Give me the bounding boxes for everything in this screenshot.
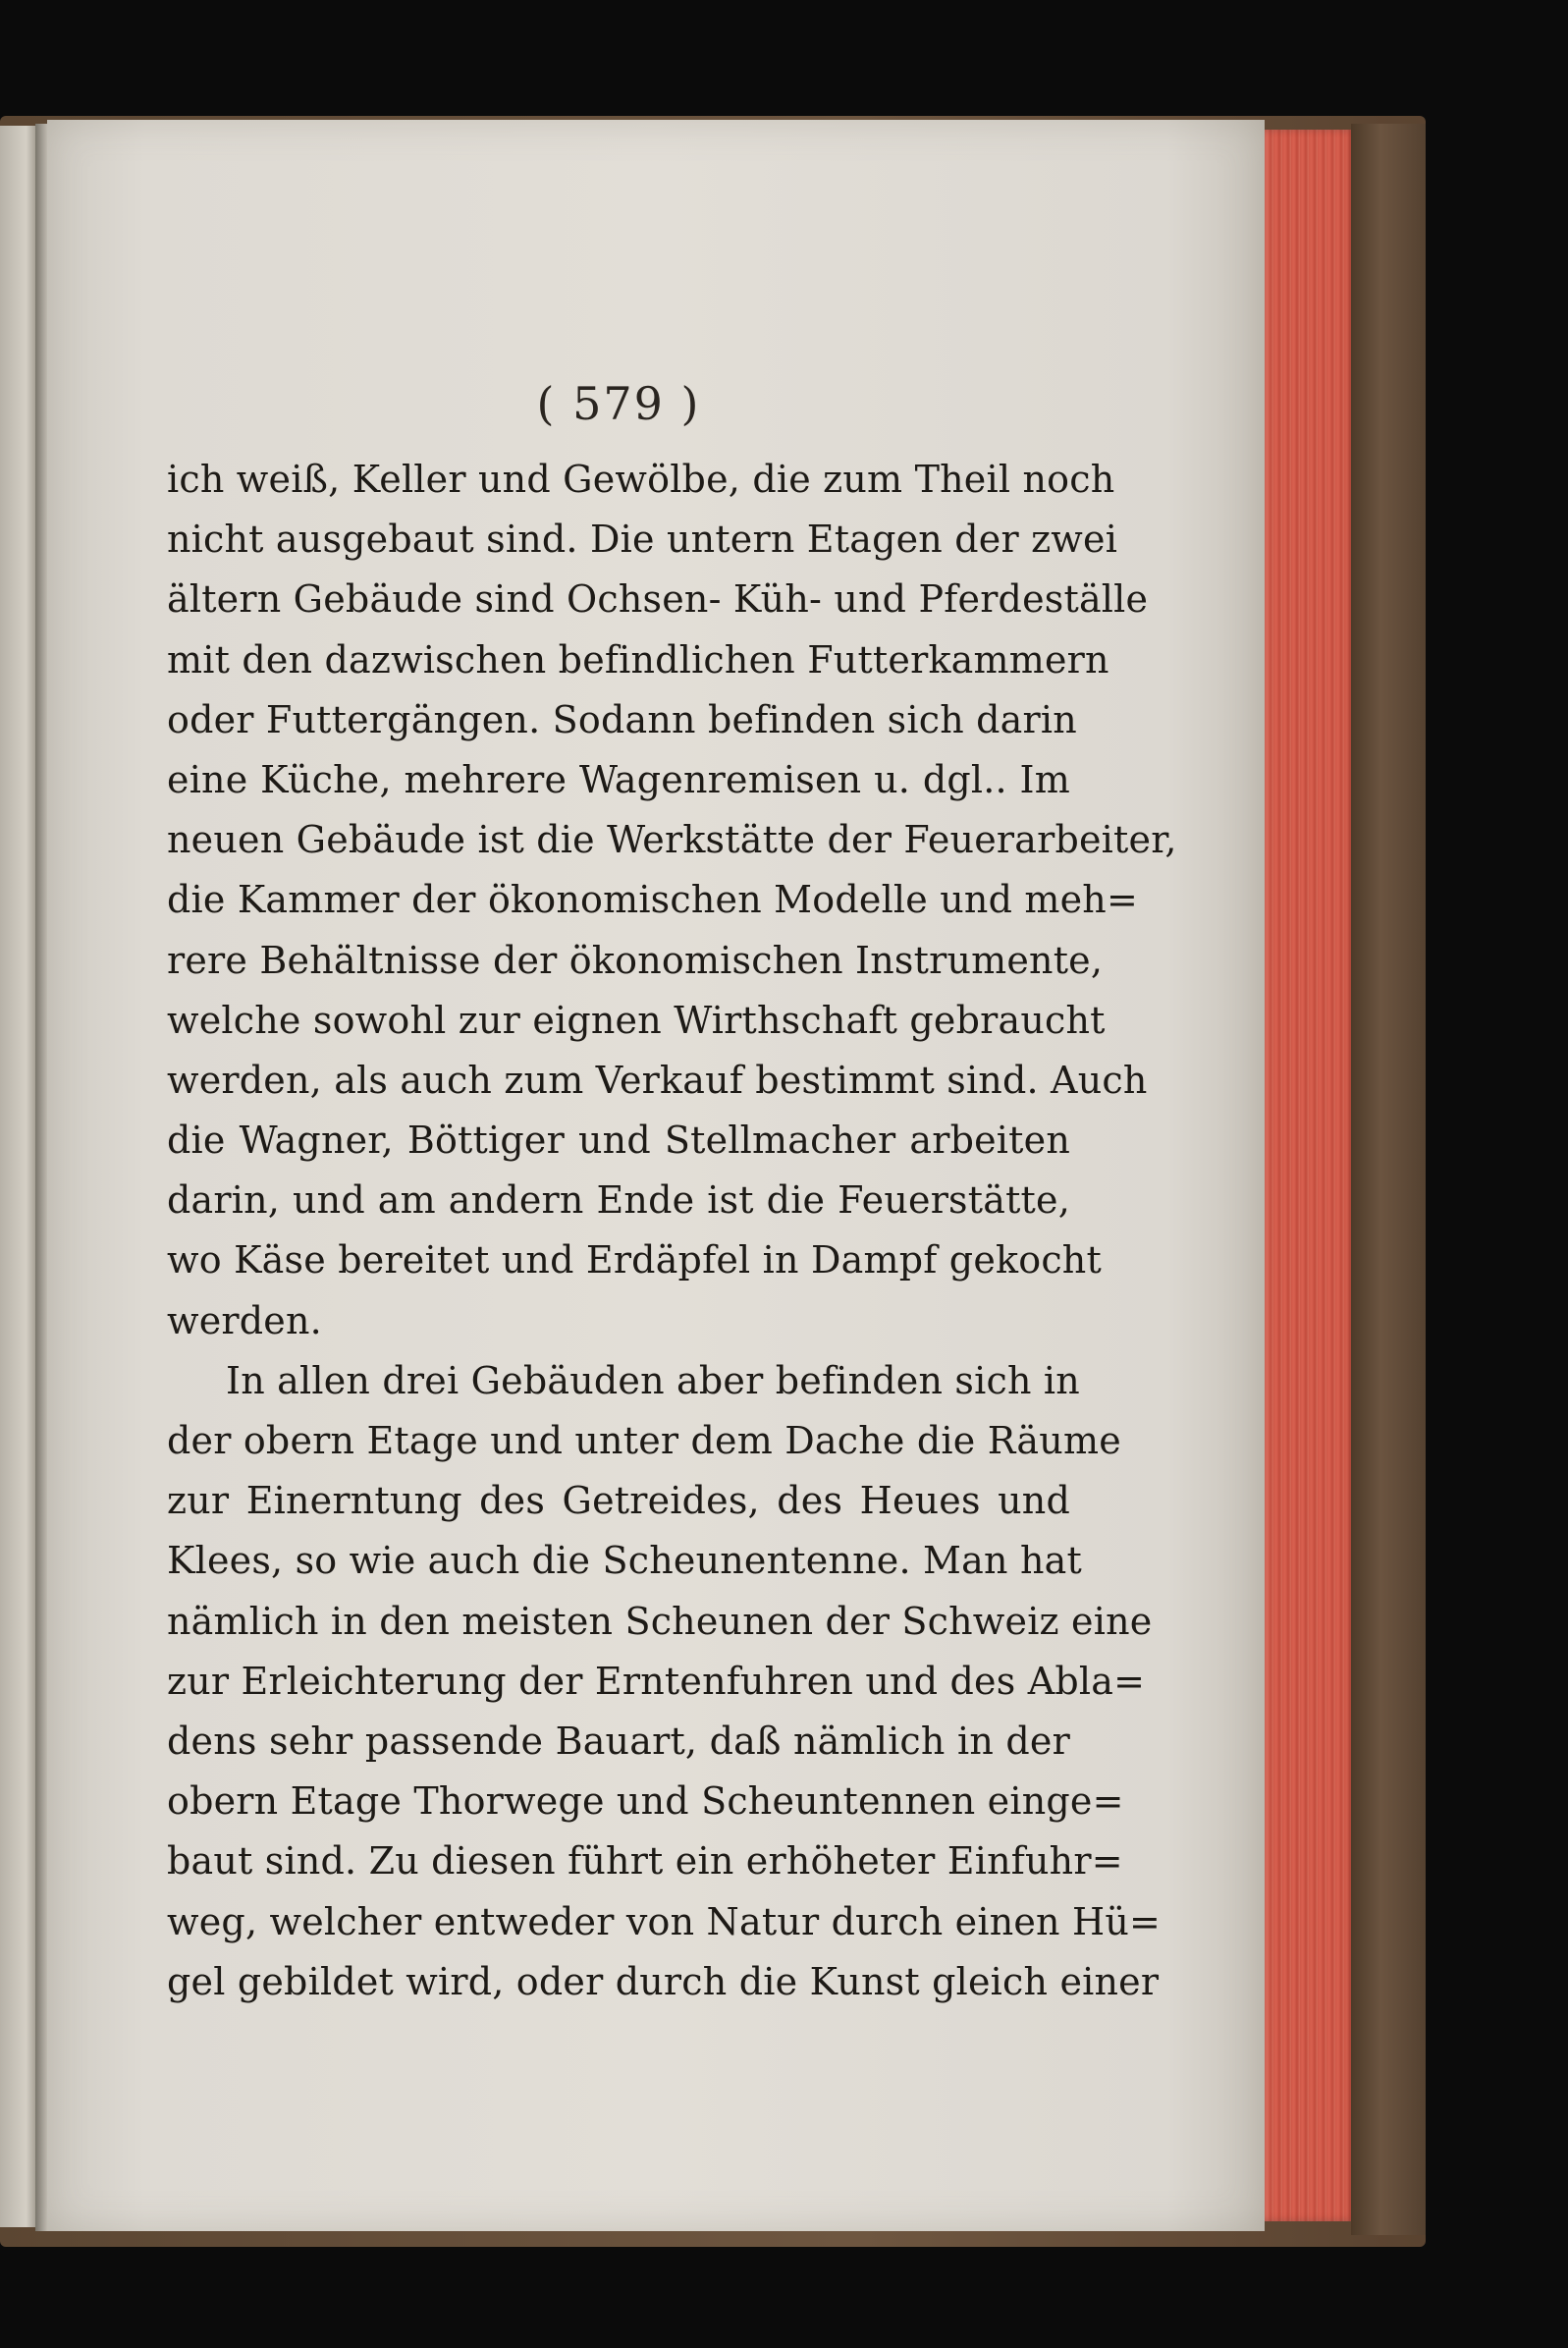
text-line: Klees, so wie auch die Scheunentenne. Man hat xyxy=(167,1539,1082,1583)
text-line: obern Etage Thorwege und Scheuntennen einge= xyxy=(167,1779,1124,1824)
text-line: darin, und am andern Ende ist die Feuerstätte, xyxy=(167,1178,1070,1223)
page-lines xyxy=(167,450,1177,2012)
text-line: der obern Etage und unter dem Dache die Räume xyxy=(167,1419,1121,1462)
text-line: mit den dazwischen befindlichen Futterkammern xyxy=(167,637,1109,682)
text-line: ich weiß, Keller und Gewölbe, die zum Theil noch xyxy=(167,458,1115,501)
text-line: werden. xyxy=(167,1298,322,1342)
text-line: In allen drei Gebäuden aber befinden sich in xyxy=(226,1358,1080,1402)
text-line: zur Erleichterung der Erntenfuhren und des Abla= xyxy=(167,1659,1146,1703)
left-page-edge xyxy=(0,126,37,2227)
text-line: baut sind. Zu diesen führt ein erhöheter Einfuhr= xyxy=(167,1839,1123,1884)
text-line: zur Einerntung des Getreides, des Heues und xyxy=(167,1479,1070,1523)
text-line: werden, als auch zum Verkauf bestimmt sind. Auch xyxy=(167,1058,1148,1102)
text-line: nämlich in den meisten Scheunen der Schweiz eine xyxy=(167,1599,1153,1643)
book-page xyxy=(47,120,1265,2231)
text-line: weg, welcher entweder von Natur durch einen Hü= xyxy=(167,1899,1162,1943)
text-line: gel gebildet wird, oder durch die Kunst gleich einer xyxy=(167,1959,1160,2003)
text-line: neuen Gebäude ist die Werkstätte der Feuerarbeiter, xyxy=(167,818,1177,862)
text-line: nicht ausgebaut sind. Die untern Etagen der zwei xyxy=(167,518,1118,562)
text-line: ältern Gebäude sind Ochsen- Küh- und Pferdeställe xyxy=(167,577,1149,622)
red-fore-edge xyxy=(1265,130,1355,2221)
cover-edge xyxy=(1351,124,1426,2235)
text-line: oder Futtergängen. Sodann befinden sich darin xyxy=(167,697,1077,741)
text-line: welche sowohl zur eignen Wirthschaft gebraucht xyxy=(167,998,1106,1042)
page-number: ( 579 ) xyxy=(536,377,701,430)
text-line: die Kammer der ökonomischen Modelle und meh= xyxy=(167,878,1139,922)
text-line: die Wagner, Böttiger und Stellmacher arbeiten xyxy=(167,1119,1070,1163)
text-line: rere Behältnisse der ökonomischen Instrumente, xyxy=(167,938,1104,982)
text-line: dens sehr passende Bauart, daß nämlich in der xyxy=(167,1719,1070,1763)
text-line: eine Küche, mehrere Wagenremisen u. dgl.. Im xyxy=(167,757,1070,801)
text-line: wo Käse bereitet und Erdäpfel in Dampf gekocht xyxy=(167,1238,1102,1283)
